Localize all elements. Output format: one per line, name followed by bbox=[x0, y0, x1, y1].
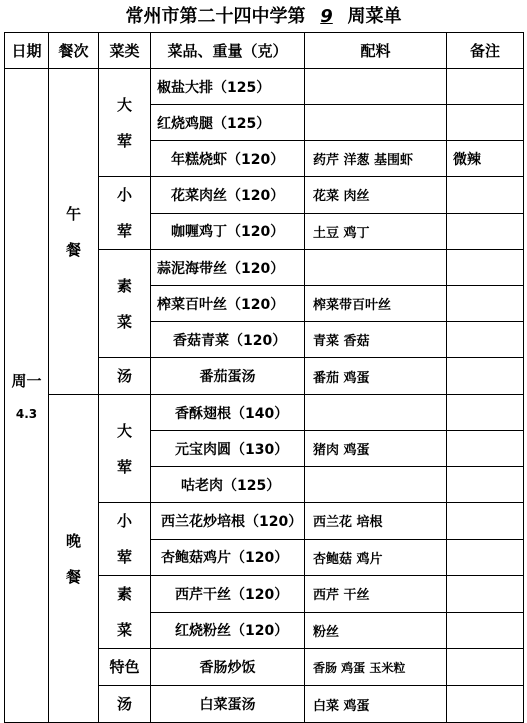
category-small-meat: 小 荤 bbox=[99, 177, 151, 250]
dish-cell: 咖喱鸡丁（120） bbox=[151, 213, 305, 250]
header-meal: 餐次 bbox=[49, 33, 99, 69]
header-ingredients: 配料 bbox=[305, 33, 447, 69]
remark-cell bbox=[447, 177, 524, 214]
menu-table bbox=[4, 32, 524, 723]
dish-cell: 西兰花炒培根（120） bbox=[151, 503, 305, 540]
table-row bbox=[5, 69, 524, 105]
dish-cell: 杏鲍菇鸡片（120） bbox=[151, 539, 305, 576]
remark-cell bbox=[447, 213, 524, 250]
table-row bbox=[5, 395, 524, 431]
remark-cell bbox=[447, 286, 524, 322]
week-number: 9 bbox=[320, 6, 333, 27]
dish-cell: 咕老肉（125） bbox=[151, 467, 305, 503]
dish-cell: 榨菜百叶丝（120） bbox=[151, 286, 305, 322]
category-special: 特色 bbox=[99, 649, 151, 686]
dish-cell: 香肠炒饭 bbox=[151, 649, 305, 686]
header-date: 日期 bbox=[5, 33, 49, 69]
category-small-meat: 小 荤 bbox=[99, 503, 151, 576]
ingredients-cell bbox=[305, 467, 447, 503]
date: 4.3 bbox=[15, 407, 38, 421]
header-row bbox=[5, 33, 524, 69]
ingredients-cell: 西兰花 培根 bbox=[305, 503, 447, 540]
remark-cell bbox=[447, 467, 524, 503]
remark-cell bbox=[447, 322, 524, 358]
remark-cell: 微辣 bbox=[447, 141, 524, 177]
dish-cell: 年糕烧虾（120） bbox=[151, 141, 305, 177]
remark-cell bbox=[447, 686, 524, 723]
remark-cell bbox=[447, 395, 524, 431]
header-category: 菜类 bbox=[99, 33, 151, 69]
ingredients-cell: 番茄 鸡蛋 bbox=[305, 358, 447, 395]
remark-cell bbox=[447, 503, 524, 540]
meal-lunch: 午 餐 bbox=[49, 69, 99, 395]
ingredients-cell: 青菜 香菇 bbox=[305, 322, 447, 358]
remark-cell bbox=[447, 539, 524, 576]
ingredients-cell: 榨菜带百叶丝 bbox=[305, 286, 447, 322]
ingredients-cell bbox=[305, 250, 447, 286]
day-cell bbox=[5, 69, 49, 723]
ingredients-cell: 杏鲍菇 鸡片 bbox=[305, 539, 447, 576]
category-soup: 汤 bbox=[99, 358, 151, 395]
category-big-meat: 大 荤 bbox=[99, 395, 151, 503]
dish-cell: 椒盐大排（125） bbox=[151, 69, 305, 105]
ingredients-cell: 土豆 鸡丁 bbox=[305, 213, 447, 250]
remark-cell bbox=[447, 576, 524, 613]
dish-cell: 番茄蛋汤 bbox=[151, 358, 305, 395]
ingredients-cell: 西芹 干丝 bbox=[305, 576, 447, 613]
ingredients-cell: 猪肉 鸡蛋 bbox=[305, 431, 447, 467]
dish-cell: 白菜蛋汤 bbox=[151, 686, 305, 723]
remark-cell bbox=[447, 69, 524, 105]
header-dish: 菜品、重量（克） bbox=[151, 33, 305, 69]
dish-cell: 香菇青菜（120） bbox=[151, 322, 305, 358]
ingredients-cell bbox=[305, 395, 447, 431]
ingredients-cell: 香肠 鸡蛋 玉米粒 bbox=[305, 649, 447, 686]
ingredients-cell: 药芹 洋葱 基围虾 bbox=[305, 141, 447, 177]
dish-cell: 花菜肉丝（120） bbox=[151, 177, 305, 214]
ingredients-cell: 白菜 鸡蛋 bbox=[305, 686, 447, 723]
dish-cell: 蒜泥海带丝（120） bbox=[151, 250, 305, 286]
dish-cell: 西芹干丝（120） bbox=[151, 576, 305, 613]
dish-cell: 香酥翅根（140） bbox=[151, 395, 305, 431]
page-title bbox=[0, 2, 527, 32]
ingredients-cell bbox=[305, 69, 447, 105]
dish-cell: 红烧粉丝（120） bbox=[151, 612, 305, 649]
weekday: 周一 bbox=[11, 372, 42, 390]
dish-cell: 元宝肉圆（130） bbox=[151, 431, 305, 467]
category-big-meat: 大 荤 bbox=[99, 69, 151, 177]
meal-dinner: 晚 餐 bbox=[49, 395, 99, 723]
remark-cell bbox=[447, 105, 524, 141]
category-soup: 汤 bbox=[99, 686, 151, 723]
title-prefix: 常州市第二十四中学第 bbox=[125, 6, 306, 27]
title-suffix: 周菜单 bbox=[347, 6, 402, 27]
dish-cell: 红烧鸡腿（125） bbox=[151, 105, 305, 141]
header-remark: 备注 bbox=[447, 33, 524, 69]
category-vegetable: 素 菜 bbox=[99, 250, 151, 358]
ingredients-cell: 粉丝 bbox=[305, 612, 447, 649]
remark-cell bbox=[447, 431, 524, 467]
remark-cell bbox=[447, 612, 524, 649]
remark-cell bbox=[447, 250, 524, 286]
remark-cell bbox=[447, 649, 524, 686]
ingredients-cell bbox=[305, 105, 447, 141]
category-vegetable: 素 菜 bbox=[99, 576, 151, 649]
ingredients-cell: 花菜 肉丝 bbox=[305, 177, 447, 214]
remark-cell bbox=[447, 358, 524, 395]
